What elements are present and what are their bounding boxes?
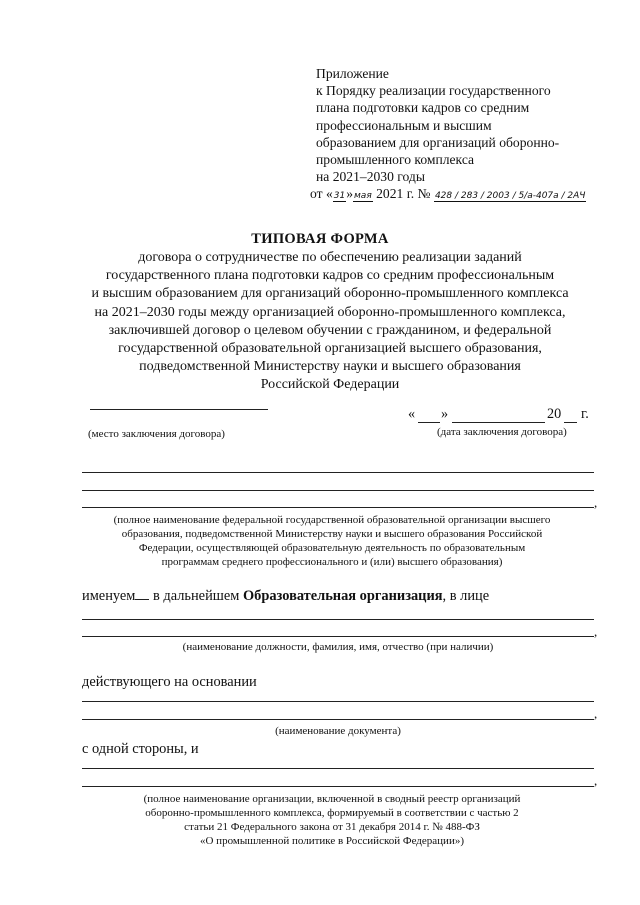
subtitle-line: договора о сотрудничестве по обеспечению реализации заданий — [138, 250, 522, 265]
place-caption: (место заключения договора) — [88, 428, 225, 440]
appendix-line: профессиональным и высшим — [316, 117, 492, 133]
date-quote-open: « — [408, 406, 416, 422]
edu-org-bold-term: Образовательная организация — [242, 588, 443, 604]
named-suffix: , в лице — [442, 588, 490, 604]
date-day-close: » — [346, 186, 354, 202]
date-suffix: г. — [581, 406, 589, 422]
named-middle: в дальнейшем — [149, 588, 243, 604]
defense-org-caption — [62, 792, 602, 848]
appendix-line: образованием для организаций оборонно- — [316, 134, 560, 150]
appendix-line: на 2021–2030 годы — [316, 169, 425, 185]
document-field-line-1[interactable] — [82, 701, 594, 702]
subtitle-line: государственной образовательной организацией высшего образования, — [118, 341, 542, 357]
handwritten-day: 31 — [333, 191, 346, 202]
place-field-line[interactable] — [90, 409, 268, 410]
edu-org-field-line-2[interactable] — [82, 490, 594, 491]
named-ending-field[interactable] — [135, 589, 149, 600]
page-title: ТИПОВАЯ ФОРМА — [251, 231, 389, 247]
date-year-field[interactable] — [564, 422, 577, 423]
caption-line: статьи 21 Федерального закона от 31 декабря 2014 г. № 488-ФЗ — [184, 821, 480, 833]
caption-line: (полное наименование федеральной государственной образовательной организации высшего — [113, 514, 551, 526]
named-prefix: именуем — [82, 588, 136, 604]
appendix-line: промышленного комплекса — [316, 152, 475, 168]
appendix-line: Приложение — [316, 66, 389, 81]
date-quote-close: » — [441, 406, 449, 422]
document-caption: (наименование документа) — [275, 725, 401, 737]
one-side-label: с одной стороны, и — [82, 741, 199, 757]
date-year-prefix: 20 — [547, 406, 562, 422]
edu-org-caption — [62, 513, 602, 569]
person-caption: (наименование должности, фамилия, имя, отчество (при наличии) — [182, 641, 494, 653]
comma: , — [594, 773, 598, 788]
caption-line: «О промышленной политике в Российской Федерации») — [199, 835, 464, 847]
appendix-line: к Порядку реализации государственного — [316, 83, 551, 99]
date-year-text: 2021 г. № — [372, 186, 434, 202]
document-field-line-2[interactable] — [82, 719, 594, 720]
caption-line: (полное наименование организации, включенной в сводный реестр организаций — [143, 793, 521, 805]
subtitle-line: государственного плана подготовки кадров со средним профессиональным — [105, 268, 555, 284]
subtitle-line: и высшим образованием для организаций оборонно-промышленного комплекса — [91, 286, 569, 302]
handwritten-month: мая — [354, 191, 372, 202]
subtitle-block — [40, 249, 620, 395]
date-prefix: от « — [310, 186, 333, 202]
appendix-block — [310, 65, 616, 206]
defense-org-field-line-1[interactable] — [82, 768, 594, 769]
comma: , — [594, 624, 598, 639]
acting-basis-label: действующего на основании — [82, 674, 257, 690]
appendix-date-line — [310, 185, 616, 205]
named-as-line — [82, 588, 489, 605]
handwritten-number: 428 / 283 / 2003 / 5/а-407а / 2АЧ — [434, 191, 586, 202]
subtitle-line: на 2021–2030 годы между организацией оборонно-промышленного комплекса, — [94, 304, 566, 320]
subtitle-line: Российской Федерации — [260, 377, 400, 393]
person-field-line-1[interactable] — [82, 619, 594, 620]
edu-org-field-line-3[interactable] — [82, 507, 594, 508]
person-field-line-2[interactable] — [82, 636, 594, 637]
date-month-field[interactable] — [452, 422, 545, 423]
subtitle-line: подведомственной Министерству науки и высшего образования — [139, 359, 521, 375]
edu-org-field-line-1[interactable] — [82, 472, 594, 473]
caption-line: программам среднего профессионального и (или) высшего образования) — [161, 556, 503, 568]
appendix-line: плана подготовки кадров со средним — [316, 100, 530, 116]
defense-org-field-line-2[interactable] — [82, 786, 594, 787]
comma: , — [594, 495, 598, 510]
date-day-field[interactable] — [418, 422, 440, 423]
comma: , — [594, 706, 598, 721]
caption-line: оборонно-промышленного комплекса, формируемый в соответствии с частью 2 — [145, 807, 519, 819]
caption-line: Федерации, осуществляющей образовательную деятельность по образовательным — [138, 542, 526, 554]
caption-line: образования, подведомственной Министерству науки и высшего образования Российской — [121, 528, 543, 540]
date-caption: (дата заключения договора) — [437, 426, 567, 438]
subtitle-line: заключившей договор о целевом обучении с гражданином, и федеральной — [108, 322, 552, 338]
